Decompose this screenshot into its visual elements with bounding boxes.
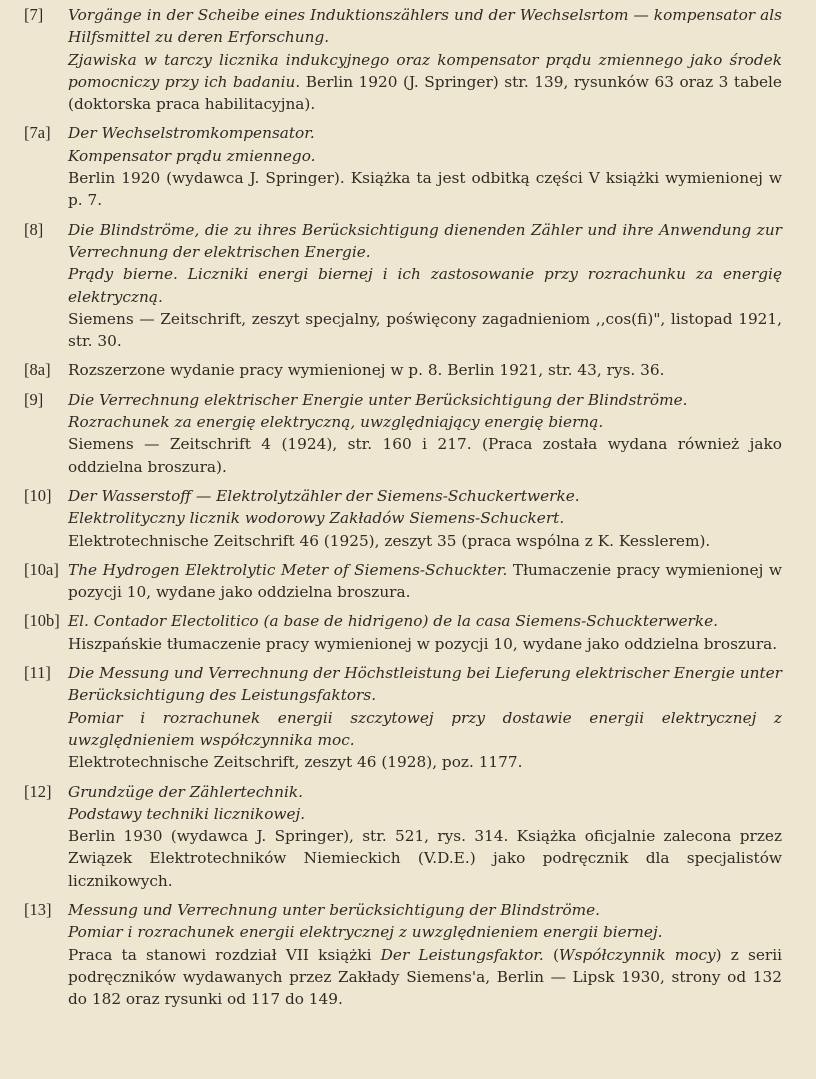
german-title: Vorgänge in der Scheibe eines Induktionszählers und der Wechselsrtom — kompensator als Hilfsmittel zu deren Erforschung. bbox=[68, 6, 782, 47]
german-title: Messung und Verrechnung unter berücksichtigung der Blindströme. bbox=[68, 900, 601, 919]
polish-title: Elektrolityczny licznik wodorowy Zakładów Siemens-Schuckert. bbox=[68, 509, 565, 528]
entry-number: [9] bbox=[24, 389, 44, 409]
publication-info: Elektrotechnische Zeitschrift, zeszyt 46 (1928), poz. 1177. bbox=[68, 753, 523, 772]
publication-info: Hiszpańskie tłumaczenie pracy wymienionej w pozycji 10, wydane jako oddzielna broszura. bbox=[68, 634, 778, 653]
english-title: The Hydrogen Elektrolytic Meter of Siemens-Schuckter. bbox=[68, 560, 508, 579]
spanish-title: El. Contador Electolitico (a base de hidrigeno) de la casa Siemens-Schuckterwerke. bbox=[68, 612, 718, 631]
entry-number: [12] bbox=[24, 781, 52, 801]
bib-entry-10a bbox=[24, 559, 782, 604]
bib-entry-12 bbox=[24, 781, 782, 892]
bib-entry-13 bbox=[24, 899, 782, 1010]
german-title: Grundzüge der Zählertechnik. bbox=[68, 782, 304, 801]
entry-number: [8] bbox=[24, 219, 44, 239]
book-title-translation: Współczynnik mocy bbox=[558, 945, 716, 964]
polish-title: Podstawy techniki licznikowej. bbox=[68, 804, 306, 823]
bib-entry-10b bbox=[24, 610, 782, 655]
paren-open: ( bbox=[552, 945, 559, 964]
publication-info: Rozszerzone wydanie pracy wymienionej w p. 8. Berlin 1921, str. 43, rys. 36. bbox=[68, 361, 665, 380]
german-title: Die Verrechnung elektrischer Energie unter Berücksichtigung der Blindströme. bbox=[68, 390, 688, 409]
polish-title: Pomiar i rozrachunek energii elektrycznej z uwzględnieniem energii biernej. bbox=[68, 923, 663, 942]
publication-info: Berlin 1920 (J. Springer) str. 139, rysunków 63 oraz 3 tabele (doktorska praca habilitacyjna). bbox=[68, 72, 782, 114]
polish-title: Pomiar i rozrachunek energii szczytowej przy dostawie energii elektrycznej z uwzględnieniem współczynnika moc. bbox=[68, 708, 782, 749]
entry-number: [10a] bbox=[24, 559, 59, 579]
publication-text-rest: ) z serii podręczników wydawanych przez Zakłady Siemens'a, Berlin — Lipsk 1930, strony od 132 do 182 oraz rysunki od 117 do 149. bbox=[68, 945, 782, 1009]
bib-entry-7 bbox=[24, 4, 782, 115]
publication-info: Berlin 1920 (wydawca J. Springer). Książka ta jest odbitką części V książki wymienionej w p. 7. bbox=[68, 169, 782, 210]
entry-number: [8a] bbox=[24, 360, 51, 380]
publication-info: Elektrotechnische Zeitschrift 46 (1925), zeszyt 35 (praca wspólna z K. Kesslerem). bbox=[68, 531, 711, 550]
german-title: Die Messung und Verrechnung der Höchstleistung bei Lieferung elektrischer Energie unter Berücksichtigung des Leistungsfaktors. bbox=[68, 664, 782, 705]
bib-entry-8a bbox=[24, 359, 782, 381]
entry-number: [13] bbox=[24, 899, 52, 919]
bib-entry-8 bbox=[24, 219, 782, 353]
entry-number: [11] bbox=[24, 663, 51, 683]
polish-title: Prądy bierne. Liczniki energi biernej i ich zastosowanie przy rozrachunku za energię elektryczną. bbox=[68, 265, 782, 306]
german-title: Der Wechselstromkompensator. bbox=[68, 124, 315, 143]
bib-entry-11 bbox=[24, 662, 782, 773]
book-title: Der Leistungsfaktor. bbox=[380, 945, 544, 964]
polish-title: Kompensator prądu zmiennego. bbox=[68, 146, 316, 165]
polish-title: Zjawiska w tarczy licznika indukcyjnego oraz kompensator prądu zmiennego jako środek pomocniczy przy ich badaniu. bbox=[68, 50, 782, 91]
publication-info bbox=[68, 944, 782, 1011]
bib-entry-9 bbox=[24, 389, 782, 478]
entry-number: [7a] bbox=[24, 123, 51, 143]
entry-number: [10] bbox=[24, 485, 52, 505]
publication-info: Berlin 1930 (wydawca J. Springer), str. 521, rys. 314. Książka oficjalnie zalecona przez Związek Elektrotechników Niemieckich (V.D.E.) jako podręcznik dla specjalistów licznikowych. bbox=[68, 827, 782, 890]
polish-title: Rozrachunek za energię elektryczną, uwzględniający energię bierną. bbox=[68, 413, 604, 432]
publication-info: Siemens — Zeitschrift, zeszyt specjalny, poświęcony zagadnieniom ,,cos(fi)", listopad 1921, str. 30. bbox=[68, 309, 782, 351]
entry-number: [10b] bbox=[24, 611, 60, 631]
german-title: Die Blindströme, die zu ihres Berücksichtigung dienenden Zähler und ihre Anwendung zur Verrechnung der elektrischen Energie. bbox=[68, 220, 782, 261]
publication-info: Siemens — Zeitschrift 4 (1924), str. 160 i 217. (Praca została wydana również jako oddzielna broszura). bbox=[68, 435, 782, 476]
publication-info: Tłumaczenie pracy wymienionej w pozycji 10, wydane jako oddzielna broszura. bbox=[68, 560, 782, 602]
german-title: Der Wasserstoff — Elektrolytzähler der Siemens-Schuckertwerke. bbox=[68, 486, 580, 505]
entry-number: [7] bbox=[24, 5, 44, 24]
publication-text: Praca ta stanowi rozdział VII książki bbox=[68, 945, 372, 964]
bib-entry-7a bbox=[24, 122, 782, 211]
bib-entry-10 bbox=[24, 485, 782, 552]
